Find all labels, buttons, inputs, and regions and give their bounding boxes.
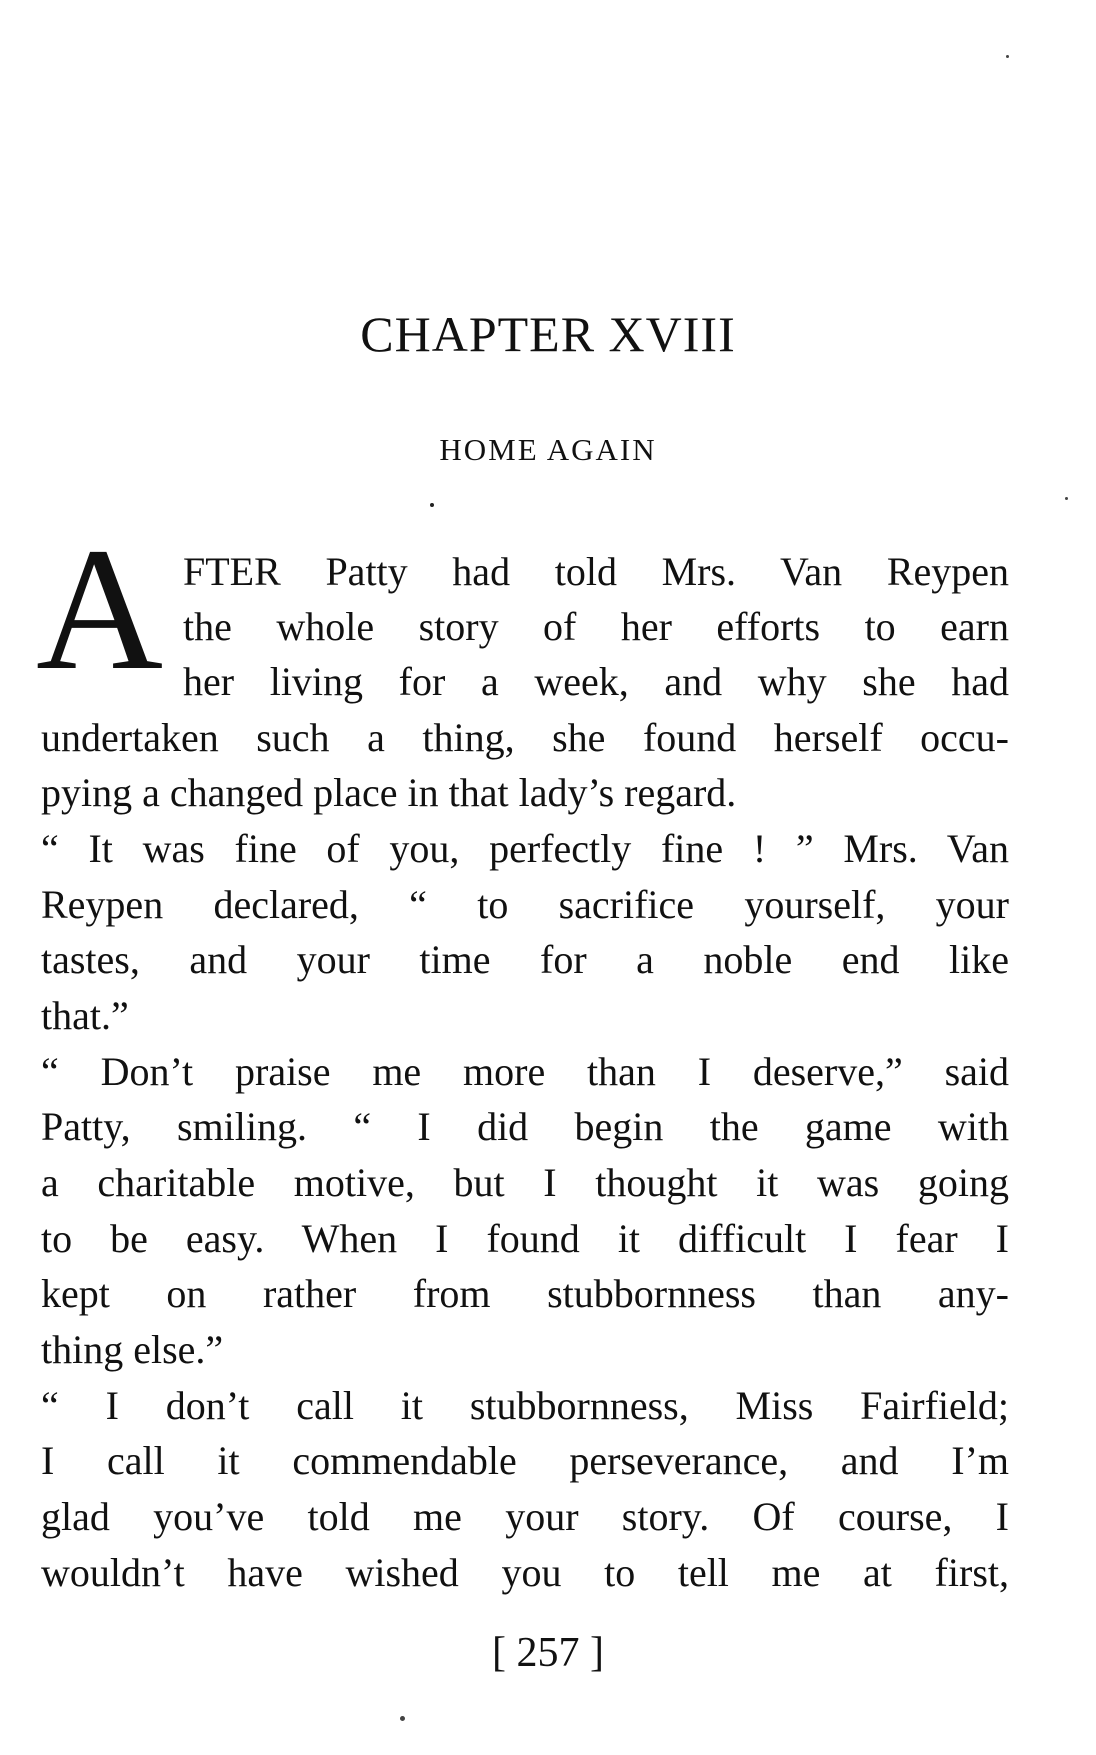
chapter-subtitle: HOME AGAIN — [439, 432, 657, 467]
paper-speck — [399, 1715, 406, 1722]
drop-cap: A — [36, 512, 164, 707]
text-line-5: pying a changed place in that lady’s regard. — [41, 770, 737, 815]
text-line-13: to be easy. When I found it difficult I fear I — [41, 1216, 1009, 1261]
text-line-12: a charitable motive, but I thought it was going — [41, 1160, 1009, 1205]
text-line-6: “ It was fine of you, perfectly fine ! ” Mrs. Van — [41, 826, 1009, 871]
text-line-14: kept on rather from stubbornness than any- — [41, 1271, 1009, 1316]
chapter-title: CHAPTER XVIII — [360, 306, 736, 362]
text-line-15: thing else.” — [41, 1327, 224, 1372]
text-line-10: “ Don’t praise me more than I deserve,” said — [41, 1049, 1009, 1094]
text-line-1: FTER Patty had told Mrs. Van Reypen — [183, 549, 1009, 594]
text-line-7: Reypen declared, “ to sacrifice yourself, your — [41, 882, 1009, 927]
paper-speck — [1006, 55, 1009, 58]
text-line-8: tastes, and your time for a noble end like — [41, 937, 1009, 982]
text-line-4: undertaken such a thing, she found herself occu- — [41, 715, 1009, 760]
text-line-19: wouldn’t have wished you to tell me at first, — [41, 1550, 1009, 1595]
text-line-9: that.” — [41, 993, 129, 1038]
paper-speck — [1065, 497, 1068, 500]
text-line-11: Patty, smiling. “ I did begin the game with — [41, 1104, 1009, 1149]
text-line-3: her living for a week, and why she had — [183, 659, 1009, 704]
page-number: [ 257 ] — [492, 1630, 604, 1676]
text-line-17: I call it commendable perseverance, and I’m — [41, 1438, 1009, 1483]
decorative-dot — [430, 503, 434, 507]
text-line-18: glad you’ve told me your story. Of course, I — [41, 1494, 1009, 1539]
text-line-16: “ I don’t call it stubbornness, Miss Fairfield; — [41, 1383, 1009, 1428]
text-line-2: the whole story of her efforts to earn — [183, 604, 1009, 649]
